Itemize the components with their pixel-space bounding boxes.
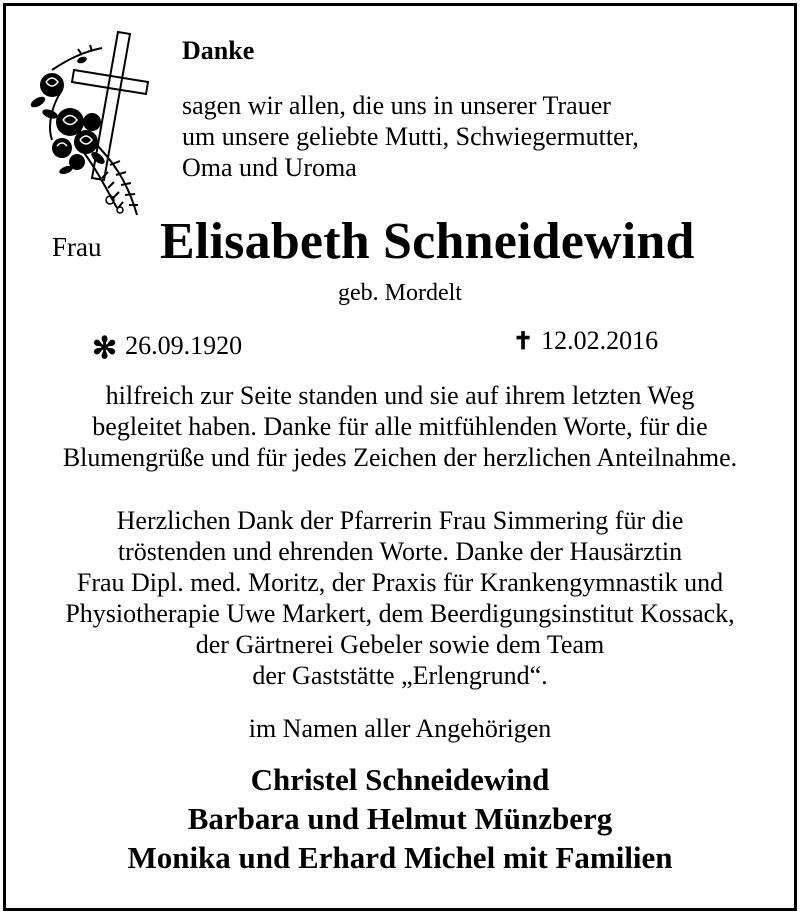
cross-with-roses-icon xyxy=(22,30,162,220)
name-prefix: Frau xyxy=(52,232,102,262)
paragraph-line: Physiotherapie Uwe Markert, dem Beerdigungsinstitut Kossack, xyxy=(65,599,735,628)
birth-date: 26.09.1920 xyxy=(125,331,243,360)
paragraph-line: begleitet haben. Danke für alle mitfühlenden Worte, für die xyxy=(92,412,708,441)
birth-date-row xyxy=(92,327,243,365)
intro-line: sagen wir allen, die uns in unserer Trauer xyxy=(182,91,611,120)
signer-name: Barbara und Helmut Münzberg xyxy=(187,801,613,836)
intro-line: um unsere geliebte Mutti, Schwiegermutter, xyxy=(182,122,639,151)
paragraph-line: Frau Dipl. med. Moritz, der Praxis für Krankengymnastik und xyxy=(76,568,724,597)
death-date: 12.02.2016 xyxy=(541,326,659,355)
paragraph-line: Blumengrüße und für jedes Zeichen der herzlichen Anteilnahme. xyxy=(62,443,738,472)
deceased-name: Elisabeth Schneidewind xyxy=(160,213,695,270)
acknowledgements-paragraph xyxy=(0,505,800,691)
thanks-paragraph xyxy=(0,380,800,473)
signer-name: Christel Schneidewind xyxy=(250,762,550,797)
paragraph-line: hilfreich zur Seite standen und sie auf ihrem letzten Weg xyxy=(105,381,695,410)
maiden-name: geb. Mordelt xyxy=(338,280,462,306)
paragraph-line: tröstenden und ehrenden Worte. Danke der Hausärztin xyxy=(117,537,683,566)
intro-text xyxy=(182,90,639,183)
signer-name: Monika und Erhard Michel mit Familien xyxy=(127,840,673,875)
paragraph-line: der Gärtnerei Gebeler sowie dem Team xyxy=(195,630,605,659)
paragraph-line: Herzlichen Dank der Pfarrerin Frau Simmering für die xyxy=(116,506,684,535)
signers xyxy=(0,760,800,877)
death-date-row xyxy=(513,326,658,356)
thanks-heading: Danke xyxy=(182,36,255,65)
paragraph-line: der Gaststätte „Erlengrund“. xyxy=(252,661,548,690)
intro-line: Oma und Uroma xyxy=(182,153,357,182)
death-cross-icon: ✝ xyxy=(513,329,534,355)
on-behalf-line xyxy=(0,713,800,744)
on-behalf-text: im Namen aller Angehörigen xyxy=(248,714,552,743)
birth-star-icon: ✻ xyxy=(92,332,118,365)
